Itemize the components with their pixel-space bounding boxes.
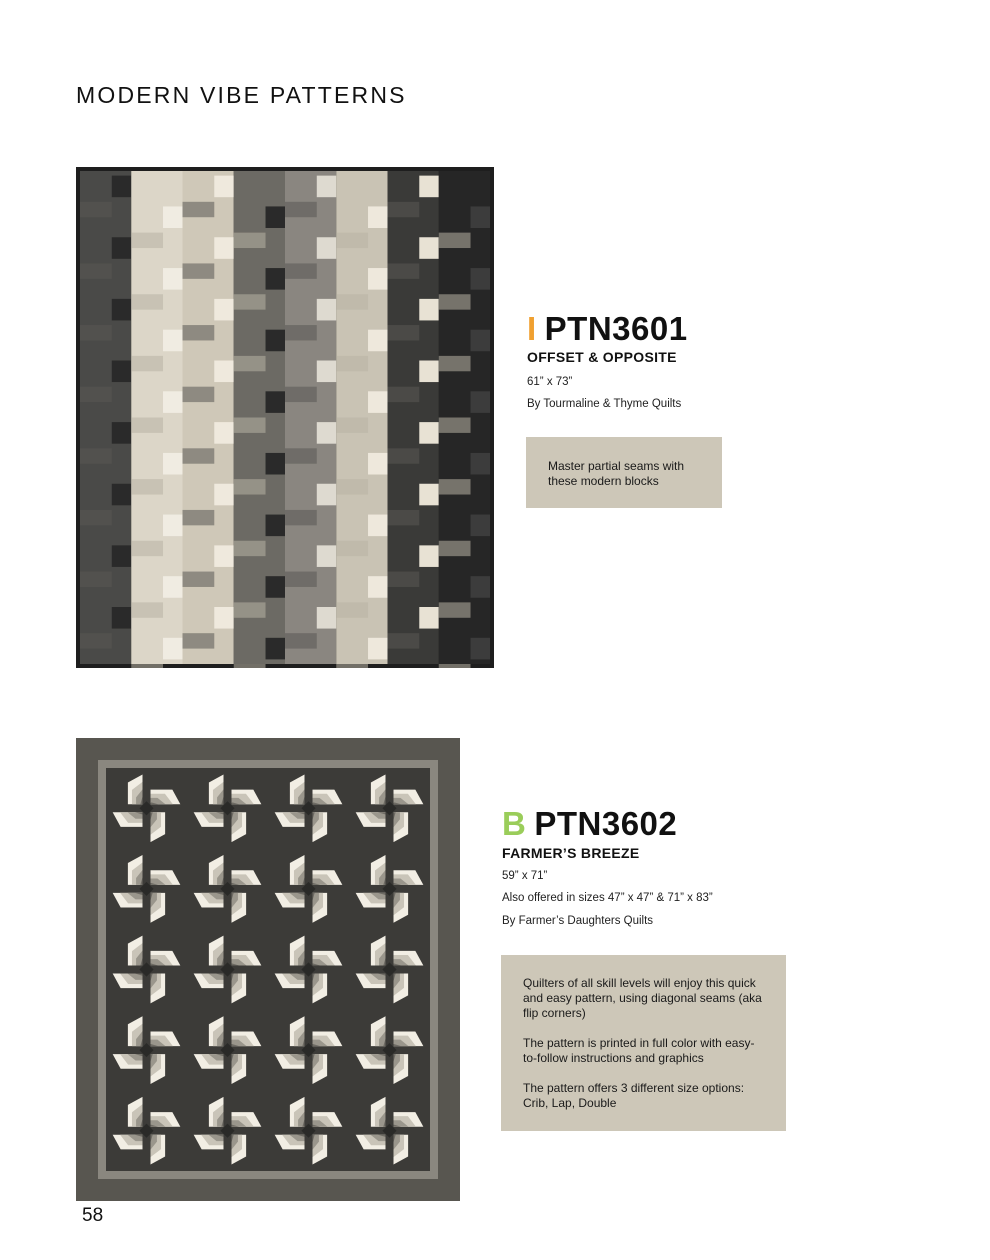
quilt-offset-block (163, 453, 182, 475)
quilt-offset-block (112, 360, 131, 382)
quilt-offset-block (317, 237, 336, 259)
quilt-offset-block (419, 422, 438, 444)
quilt-strip (183, 387, 215, 402)
pattern-code: PTN3602 (534, 805, 678, 842)
quilt-strip (183, 202, 215, 217)
quilt-strip (131, 664, 163, 668)
pattern-size: 61” x 73” (527, 376, 573, 388)
quilt-offset-block (163, 330, 182, 352)
quilt-strip (336, 541, 368, 556)
quilt-offset-block (266, 638, 285, 660)
quilt-offset-block (112, 237, 131, 259)
quilt-strip (439, 541, 471, 556)
quilt-offset-block (317, 607, 336, 629)
quilt-farmers-breeze-illustration (76, 738, 460, 1201)
quilt-offset-block (214, 607, 233, 629)
pattern-note: Quilters of all skill levels will enjoy this quick and easy pattern, using diagonal seams (aka flip corners) (523, 976, 762, 1020)
quilt-strip (80, 325, 112, 340)
quilt-offset-block (471, 515, 490, 537)
quilt-strip (388, 202, 420, 217)
quilt-strip (336, 479, 368, 494)
pattern-note: The pattern offers 3 different size options: Crib, Lap, Double (523, 1081, 745, 1110)
quilt-strip (439, 479, 471, 494)
quilt-strip (336, 356, 368, 371)
quilt-offset-block (163, 206, 182, 228)
pattern-note: Master partial seams with these modern blocks (548, 459, 685, 488)
pattern-name: OFFSET & OPPOSITE (527, 349, 677, 365)
quilt-offset-block (163, 515, 182, 537)
quilt-strip (388, 510, 420, 525)
pattern-letter: B (502, 805, 527, 842)
pattern-heading-ptn3602 (502, 805, 677, 843)
quilt-offset-block (266, 576, 285, 598)
quilt-strip (285, 633, 317, 648)
quilt-strip (131, 233, 163, 248)
quilt-strip (234, 664, 266, 668)
quilt-offset-block (163, 391, 182, 413)
quilt-strip (183, 325, 215, 340)
quilt-offset-block (471, 391, 490, 413)
quilt-offset-block (266, 391, 285, 413)
quilt-strip (80, 263, 112, 278)
quilt-strip (439, 664, 471, 668)
quilt-strip (80, 572, 112, 587)
quilt-strip (234, 541, 266, 556)
quilt-offset-block (214, 422, 233, 444)
quilt-strip (388, 263, 420, 278)
quilt-offset-block (266, 515, 285, 537)
quilt-strip (285, 202, 317, 217)
quilt-offset-block (214, 299, 233, 321)
quilt-strip (439, 356, 471, 371)
quilt-offset-opposite-illustration (76, 167, 494, 668)
quilt-strip (234, 418, 266, 433)
quilt-strip (183, 572, 215, 587)
quilt-strip (234, 356, 266, 371)
quilt-offset-block (317, 484, 336, 506)
quilt-strip (234, 233, 266, 248)
quilt-strip (131, 541, 163, 556)
quilt-offset-block (112, 545, 131, 567)
quilt-strip (439, 602, 471, 617)
quilt-strip (285, 510, 317, 525)
quilt-offset-block (368, 330, 387, 352)
quilt-offset-block (317, 545, 336, 567)
quilt-offset-block (214, 176, 233, 198)
quilt-strip (388, 325, 420, 340)
quilt-strip (285, 572, 317, 587)
quilt-offset-block (112, 484, 131, 506)
pattern-heading-ptn3601 (527, 310, 688, 348)
pattern-letter: I (527, 310, 537, 347)
quilt-strip (183, 263, 215, 278)
quilt-strip (183, 510, 215, 525)
quilt-strip (131, 356, 163, 371)
quilt-offset-block (419, 545, 438, 567)
quilt-offset-block (214, 484, 233, 506)
quilt-strip (183, 633, 215, 648)
quilt-strip (285, 263, 317, 278)
quilt-strip (388, 448, 420, 463)
quilt-strip (131, 294, 163, 309)
quilt-strip (285, 387, 317, 402)
quilt-offset-block (368, 515, 387, 537)
quilt-strip (336, 294, 368, 309)
quilt-strip (80, 448, 112, 463)
quilt-strip (80, 633, 112, 648)
quilt-offset-block (317, 422, 336, 444)
pattern-designer: By Farmer’s Daughters Quilts (502, 915, 654, 927)
quilt-strip (131, 602, 163, 617)
pattern-note-box (501, 955, 786, 1131)
quilt-offset-block (163, 638, 182, 660)
pattern-code: PTN3601 (544, 310, 688, 347)
quilt-offset-block (368, 453, 387, 475)
quilt-offset-block (163, 576, 182, 598)
quilt-offset-block (368, 391, 387, 413)
quilt-offset-block (368, 638, 387, 660)
quilt-offset-block (471, 268, 490, 290)
quilt-strip (285, 448, 317, 463)
page-number: 58 (82, 1205, 104, 1226)
quilt-strip (388, 572, 420, 587)
quilt-offset-block (419, 299, 438, 321)
quilt-strip (336, 418, 368, 433)
quilt-offset-block (214, 545, 233, 567)
quilt-strip (439, 294, 471, 309)
quilt-offset-block (266, 268, 285, 290)
quilt-strip (131, 479, 163, 494)
quilt-offset-block (368, 268, 387, 290)
quilt-offset-block (214, 360, 233, 382)
quilt-offset-block (419, 176, 438, 198)
quilt-offset-block (266, 330, 285, 352)
quilt-offset-block (163, 268, 182, 290)
quilt-strip (388, 633, 420, 648)
quilt-offset-block (112, 299, 131, 321)
quilt-offset-block (419, 484, 438, 506)
quilt-offset-block (317, 176, 336, 198)
pattern-note: The pattern is printed in full color with easy-to-follow instructions and graphics (523, 1036, 755, 1065)
quilt-offset-block (317, 360, 336, 382)
quilt-offset-block (112, 422, 131, 444)
quilt-offset-block (214, 237, 233, 259)
quilt-offset-block (112, 607, 131, 629)
quilt-strip (336, 233, 368, 248)
quilt-strip (285, 325, 317, 340)
quilt-offset-block (471, 576, 490, 598)
pattern-name: FARMER’S BREEZE (502, 845, 640, 861)
quilt-offset-block (471, 638, 490, 660)
quilt-strip (439, 233, 471, 248)
quilt-strip (336, 602, 368, 617)
quilt-image-farmers-breeze (76, 738, 460, 1201)
pattern-size: 59” x 71” (502, 870, 548, 882)
quilt-strip (80, 387, 112, 402)
quilt-offset-block (266, 206, 285, 228)
pattern-note-box (526, 437, 722, 508)
quilt-strip (439, 418, 471, 433)
quilt-offset-block (368, 206, 387, 228)
quilt-strip (336, 664, 368, 668)
quilt-strip (388, 387, 420, 402)
quilt-strip (131, 418, 163, 433)
quilt-strip (234, 479, 266, 494)
quilt-strip (234, 294, 266, 309)
quilt-offset-block (471, 206, 490, 228)
quilt-offset-block (471, 330, 490, 352)
quilt-offset-block (368, 576, 387, 598)
pattern-designer: By Tourmaline & Thyme Quilts (527, 398, 682, 410)
quilt-strip (234, 602, 266, 617)
page-title: MODERN VIBE PATTERNS (76, 82, 407, 108)
quilt-strip (80, 202, 112, 217)
quilt-offset-block (419, 360, 438, 382)
quilt-offset-block (419, 237, 438, 259)
quilt-offset-block (112, 176, 131, 198)
quilt-strip (183, 448, 215, 463)
quilt-offset-block (471, 453, 490, 475)
quilt-image-offset-opposite (76, 167, 494, 668)
quilt-strip (80, 510, 112, 525)
pattern-extra-sizes: Also offered in sizes 47” x 47” & 71” x 83” (502, 892, 713, 904)
quilt-offset-block (419, 607, 438, 629)
quilt-offset-block (317, 299, 336, 321)
quilt-offset-block (266, 453, 285, 475)
